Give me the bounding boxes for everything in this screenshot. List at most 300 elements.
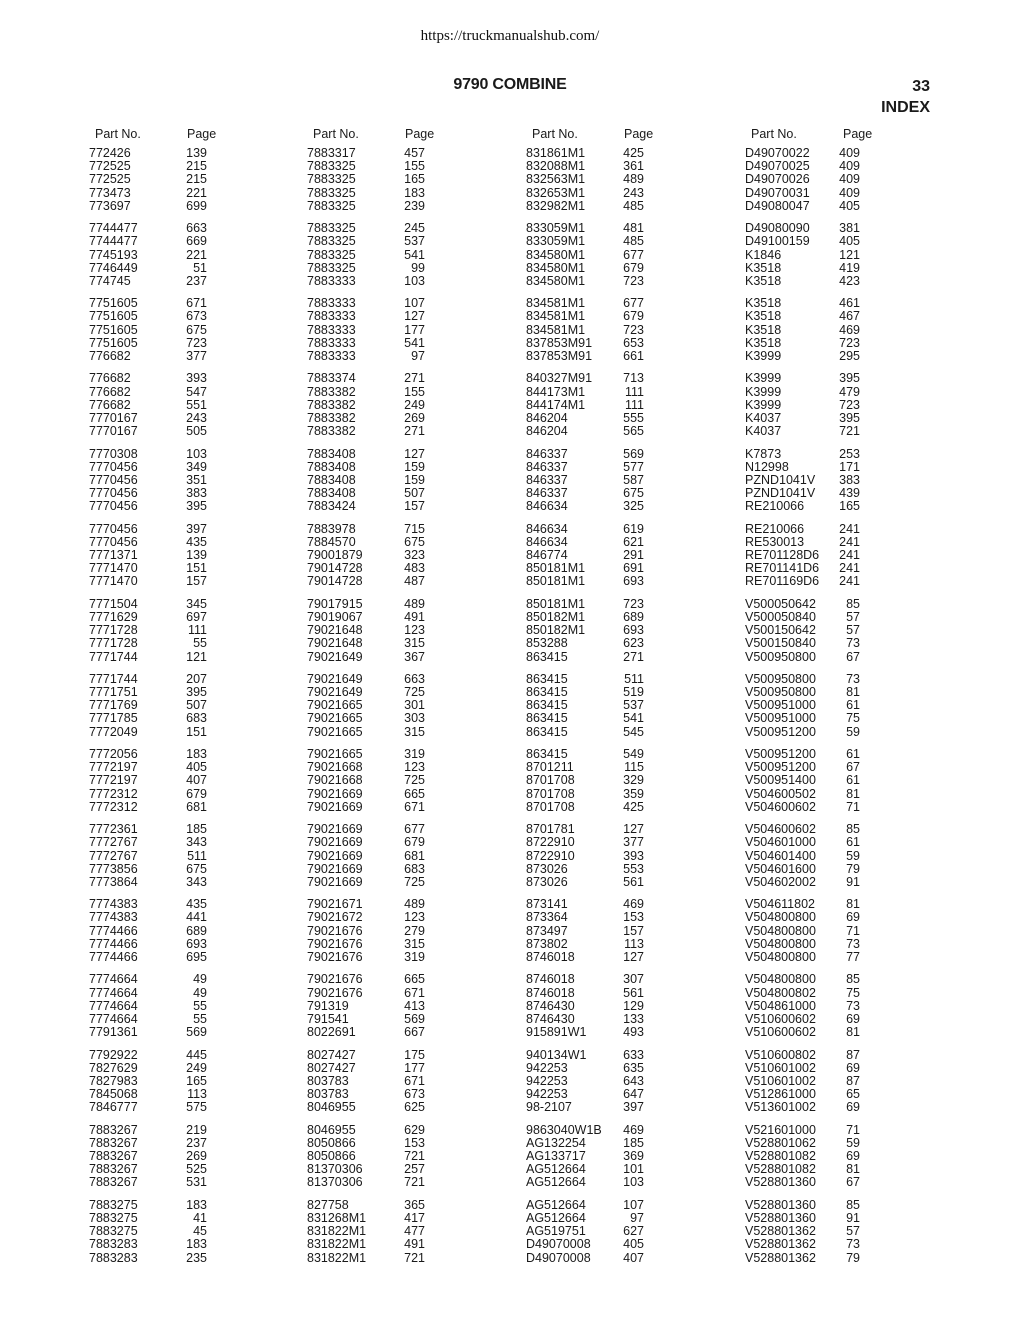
part-number: 79021676 <box>307 923 363 938</box>
page-reference: 165 <box>186 1073 207 1088</box>
page-reference: 139 <box>186 548 207 562</box>
entry-group <box>307 823 507 889</box>
part-no-header: Part No. <box>95 127 141 141</box>
page-reference: 723 <box>186 335 207 350</box>
page-reference: 269 <box>186 1149 207 1163</box>
part-number: 834581M1 <box>526 296 586 311</box>
part-number: 8746430 <box>526 998 575 1013</box>
page-reference: 61 <box>846 698 860 713</box>
index-row <box>745 324 945 337</box>
part-number: 803783 <box>307 1073 349 1088</box>
page-reference: 491 <box>404 1237 425 1252</box>
page-reference: 55 <box>193 636 207 651</box>
page-reference: 157 <box>623 923 644 938</box>
index-row <box>89 863 289 876</box>
page-reference: 619 <box>623 521 644 536</box>
part-number: N12998 <box>745 459 789 474</box>
page-reference: 395 <box>186 685 207 700</box>
index-row <box>307 987 507 1000</box>
index-row <box>89 1252 289 1265</box>
page-reference: 221 <box>186 247 207 262</box>
part-number: 772426 <box>89 146 131 160</box>
part-number: 873026 <box>526 874 568 889</box>
index-row <box>526 575 726 588</box>
part-number: 7771751 <box>89 685 138 700</box>
page-reference: 123 <box>404 623 425 638</box>
part-number: 7774383 <box>89 897 138 912</box>
index-row <box>526 836 726 849</box>
page-header: Page <box>624 127 654 141</box>
index-row <box>307 500 507 513</box>
part-number: D49080090 <box>745 221 810 236</box>
part-number: V504601600 <box>745 861 816 876</box>
part-number: PZND1041V <box>745 486 816 501</box>
part-number: 942253 <box>526 1087 568 1102</box>
page-reference: 59 <box>846 1135 860 1150</box>
part-number: D49070008 <box>526 1237 591 1252</box>
part-number: V500150642 <box>745 623 816 638</box>
part-number: 834581M1 <box>526 309 586 324</box>
part-number: V528801082 <box>745 1162 816 1177</box>
part-number: 8050866 <box>307 1135 356 1150</box>
page-reference: 511 <box>624 671 644 686</box>
page-reference: 691 <box>623 561 644 576</box>
part-number: 7774664 <box>89 972 138 987</box>
page-reference: 713 <box>623 371 644 386</box>
part-number: 8722910 <box>526 835 575 850</box>
page-reference: 159 <box>404 459 425 474</box>
page-reference: 55 <box>193 998 207 1013</box>
page-reference: 59 <box>846 848 860 863</box>
part-number: K3518 <box>745 296 782 311</box>
index-row <box>307 200 507 213</box>
part-number: 834580M1 <box>526 273 586 288</box>
index-row <box>89 372 289 385</box>
page-reference: 677 <box>623 247 644 262</box>
index-row <box>307 262 507 275</box>
index-row <box>307 788 507 801</box>
index-row <box>89 801 289 814</box>
part-number: D49100159 <box>745 234 810 249</box>
part-number: V504800802 <box>745 985 816 1000</box>
index-row <box>307 1252 507 1265</box>
page-reference: 369 <box>623 1149 644 1163</box>
part-number: 853288 <box>526 636 568 651</box>
entry-group <box>89 222 289 288</box>
page-reference: 67 <box>846 1175 860 1190</box>
part-number: 774745 <box>89 273 131 288</box>
page-reference: 73 <box>846 636 860 651</box>
entry-group <box>89 823 289 889</box>
entry-group <box>526 748 726 814</box>
part-number: V510601002 <box>745 1073 816 1088</box>
index-row <box>526 187 726 200</box>
page-reference: 425 <box>623 146 644 160</box>
index-row <box>307 1026 507 1039</box>
part-number: 7774664 <box>89 985 138 1000</box>
part-number: 7883424 <box>307 499 356 514</box>
source-url[interactable]: https://truckmanualshub.com/ <box>420 28 600 44</box>
index-row <box>526 987 726 1000</box>
index-row <box>89 1238 289 1251</box>
index-row <box>526 1176 726 1189</box>
index-row <box>745 1238 945 1251</box>
page-reference: 97 <box>630 1210 644 1225</box>
entry-group <box>89 898 289 964</box>
entry-group <box>745 823 945 889</box>
page-reference: 81 <box>846 1025 860 1040</box>
page-reference: 679 <box>404 835 425 850</box>
page-reference: 67 <box>846 649 860 664</box>
part-number: 8746018 <box>526 972 575 987</box>
part-number: 840327M91 <box>526 371 593 386</box>
page-reference: 315 <box>404 724 425 739</box>
index-row <box>745 235 945 248</box>
index-row <box>89 1199 289 1212</box>
page-reference: 587 <box>623 472 644 487</box>
part-number: AG132254 <box>526 1135 586 1150</box>
part-number: 7744477 <box>89 221 138 236</box>
entry-group <box>745 297 945 363</box>
index-row <box>745 726 945 739</box>
part-number: 7845068 <box>89 1087 138 1102</box>
page-reference: 249 <box>404 397 425 412</box>
index-row <box>745 187 945 200</box>
page-reference: 155 <box>404 384 425 399</box>
index-row <box>307 249 507 262</box>
part-number: V500950800 <box>745 685 816 700</box>
page-reference: 397 <box>186 521 207 536</box>
section-label: INDEX <box>881 99 930 116</box>
page-reference: 677 <box>623 296 644 311</box>
part-number: 7883408 <box>307 486 356 501</box>
index-row <box>89 187 289 200</box>
index-row <box>89 249 289 262</box>
part-number: 7770456 <box>89 499 138 514</box>
entry-group <box>526 598 726 664</box>
index-row <box>89 1124 289 1137</box>
index-row <box>89 1176 289 1189</box>
part-number: 7771728 <box>89 623 138 638</box>
part-number: 79017915 <box>307 596 363 611</box>
page-reference: 675 <box>186 322 207 337</box>
page-reference: 301 <box>404 698 425 713</box>
page-reference: 69 <box>846 1100 860 1115</box>
page-reference: 343 <box>186 835 207 850</box>
page-reference: 271 <box>623 649 644 664</box>
page-reference: 81 <box>846 897 860 912</box>
index-row <box>526 500 726 513</box>
page-reference: 565 <box>623 424 644 439</box>
part-number: 79014728 <box>307 574 363 589</box>
part-number: V500951200 <box>745 724 816 739</box>
part-number: 7746449 <box>89 260 138 275</box>
page-reference: 101 <box>623 1162 644 1177</box>
part-number: 827758 <box>307 1197 349 1212</box>
page-reference: 177 <box>404 1060 425 1075</box>
part-number: RE701128D6 <box>745 548 820 562</box>
page-reference: 537 <box>404 234 425 249</box>
page-reference: 221 <box>186 185 207 200</box>
page-reference: 175 <box>404 1047 425 1062</box>
entry-group <box>307 222 507 288</box>
part-number: K3518 <box>745 335 782 350</box>
part-number: 8701781 <box>526 822 575 837</box>
index-row <box>307 399 507 412</box>
page-reference: 79 <box>846 1250 860 1265</box>
part-number: 850181M1 <box>526 561 586 576</box>
index-row <box>745 1252 945 1265</box>
index-row <box>307 575 507 588</box>
index-row <box>745 1026 945 1039</box>
page-reference: 667 <box>404 1025 425 1040</box>
part-number: 7883267 <box>89 1135 138 1150</box>
index-row <box>89 911 289 924</box>
page-reference: 561 <box>623 985 644 1000</box>
page-reference: 393 <box>623 848 644 863</box>
part-number: 79021648 <box>307 636 363 651</box>
part-number: 833059M1 <box>526 221 586 236</box>
index-row <box>89 350 289 363</box>
entry-group <box>745 372 945 438</box>
part-number: 846204 <box>526 410 568 425</box>
part-number: 776682 <box>89 349 131 363</box>
page-reference: 237 <box>186 273 207 288</box>
page-reference: 693 <box>623 574 644 589</box>
part-number: 7770456 <box>89 459 138 474</box>
part-number: 7883978 <box>307 521 356 536</box>
index-row <box>745 310 945 323</box>
part-number: 791319 <box>307 998 349 1013</box>
index-row <box>89 987 289 1000</box>
part-number: 7771504 <box>89 596 138 611</box>
page-reference: 123 <box>404 760 425 775</box>
part-number: V510600802 <box>745 1047 816 1062</box>
part-number: 831822M1 <box>307 1250 367 1265</box>
entry-group <box>307 523 507 589</box>
part-number: V528801362 <box>745 1237 816 1252</box>
page-header: Page <box>843 127 873 141</box>
index-row <box>89 1049 289 1062</box>
page-reference: 395 <box>839 371 860 386</box>
index-row <box>526 262 726 275</box>
index-row <box>526 637 726 650</box>
part-number: 79021672 <box>307 910 363 925</box>
page-reference: 441 <box>186 910 207 925</box>
index-row <box>745 1000 945 1013</box>
page-reference: 721 <box>404 1175 425 1190</box>
page-reference: 721 <box>404 1250 425 1265</box>
index-row <box>526 275 726 288</box>
page-reference: 243 <box>186 410 207 425</box>
part-number: 873802 <box>526 936 568 951</box>
index-row <box>745 1049 945 1062</box>
index-row <box>307 726 507 739</box>
index-row <box>307 598 507 611</box>
part-number: 79021665 <box>307 698 363 713</box>
page-reference: 469 <box>839 322 860 337</box>
page-reference: 329 <box>623 773 644 788</box>
index-row <box>526 1124 726 1137</box>
index-row <box>307 863 507 876</box>
entry-group <box>307 673 507 739</box>
part-number: 7770456 <box>89 534 138 549</box>
index-row <box>89 523 289 536</box>
part-number: 79021665 <box>307 724 363 739</box>
part-number: 7774466 <box>89 936 138 951</box>
index-row <box>526 523 726 536</box>
index-row <box>307 1199 507 1212</box>
index-row <box>745 637 945 650</box>
part-number: V500150840 <box>745 636 816 651</box>
entry-group <box>307 1049 507 1115</box>
index-row <box>89 788 289 801</box>
page-reference: 439 <box>839 486 860 501</box>
page-reference: 315 <box>404 636 425 651</box>
page-reference: 569 <box>404 1011 425 1026</box>
index-entries <box>307 147 507 1265</box>
entry-group <box>526 898 726 964</box>
entry-group <box>89 448 289 514</box>
page-reference: 111 <box>187 623 207 638</box>
page-title: 9790 COMBINE <box>453 76 567 93</box>
entry-group <box>745 1049 945 1115</box>
entry-group <box>745 448 945 514</box>
index-row <box>89 200 289 213</box>
part-number: 7884570 <box>307 534 356 549</box>
page-reference: 97 <box>411 349 425 363</box>
part-number: 846337 <box>526 446 568 461</box>
part-number: 863415 <box>526 698 568 713</box>
part-number: 863415 <box>526 649 568 664</box>
page-reference: 155 <box>404 159 425 174</box>
page-reference: 479 <box>839 384 860 399</box>
page-reference: 541 <box>623 711 644 726</box>
page-reference: 725 <box>404 874 425 889</box>
index-row <box>307 850 507 863</box>
part-number: 98-2107 <box>526 1100 572 1115</box>
page-reference: 689 <box>623 609 644 624</box>
page-number-block <box>881 76 930 118</box>
page-reference: 279 <box>404 923 425 938</box>
column-header <box>526 127 726 147</box>
part-number: 846204 <box>526 424 568 439</box>
index-row <box>89 1000 289 1013</box>
part-number: 8746430 <box>526 1011 575 1026</box>
part-number: V504601400 <box>745 848 816 863</box>
page-reference: 323 <box>404 548 425 562</box>
page-reference: 419 <box>839 260 860 275</box>
part-number: 863415 <box>526 724 568 739</box>
page-reference: 325 <box>623 499 644 514</box>
part-number: 7883374 <box>307 371 356 386</box>
column-header <box>89 127 289 147</box>
page-reference: 243 <box>623 185 644 200</box>
page-reference: 723 <box>623 273 644 288</box>
part-number: AG133717 <box>526 1149 586 1163</box>
page-reference: 377 <box>186 349 207 363</box>
index-row <box>745 425 945 438</box>
page-reference: 67 <box>846 760 860 775</box>
part-number: 7827629 <box>89 1060 138 1075</box>
index-row <box>745 448 945 461</box>
part-number: 7883333 <box>307 273 356 288</box>
index-row <box>526 386 726 399</box>
index-row <box>526 951 726 964</box>
part-number: 7771728 <box>89 636 138 651</box>
part-number: 9863040W1B <box>526 1122 602 1137</box>
part-number: V528801062 <box>745 1135 816 1150</box>
index-row <box>745 973 945 986</box>
part-number: V500951400 <box>745 773 816 788</box>
page-reference: 675 <box>623 486 644 501</box>
page-reference: 79 <box>846 861 860 876</box>
part-number: V528801362 <box>745 1224 816 1239</box>
part-number: V504861000 <box>745 998 816 1013</box>
part-number: 8046955 <box>307 1100 356 1115</box>
part-number: 7883325 <box>307 221 356 236</box>
index-row <box>307 461 507 474</box>
part-number: 7827983 <box>89 1073 138 1088</box>
index-row <box>307 324 507 337</box>
index-row <box>526 651 726 664</box>
page-reference: 507 <box>404 486 425 501</box>
page-reference: 677 <box>404 822 425 837</box>
page-reference: 669 <box>186 234 207 249</box>
part-number: 79021669 <box>307 835 363 850</box>
index-row <box>307 386 507 399</box>
page-reference: 683 <box>186 711 207 726</box>
index-row <box>307 911 507 924</box>
part-number: 7751605 <box>89 296 138 311</box>
part-number: 915891W1 <box>526 1025 587 1040</box>
part-number: 831822M1 <box>307 1237 367 1252</box>
page-reference: 555 <box>623 410 644 425</box>
part-number: 7774466 <box>89 923 138 938</box>
part-number: AG512664 <box>526 1175 586 1190</box>
entry-group <box>89 523 289 589</box>
page-reference: 319 <box>404 747 425 761</box>
page-reference: 715 <box>404 521 425 536</box>
index-row <box>745 788 945 801</box>
page-reference: 361 <box>623 159 644 174</box>
index-row <box>307 1238 507 1251</box>
index-row <box>307 1000 507 1013</box>
entry-group <box>526 448 726 514</box>
index-row <box>745 575 945 588</box>
part-number: K3518 <box>745 260 782 275</box>
page-reference: 91 <box>846 1210 860 1225</box>
page-reference: 625 <box>404 1100 425 1115</box>
page-reference: 127 <box>623 950 644 964</box>
entry-group <box>526 523 726 589</box>
page-reference: 681 <box>404 848 425 863</box>
index-row <box>307 187 507 200</box>
page-reference: 485 <box>623 198 644 213</box>
page-reference: 689 <box>186 923 207 938</box>
entry-group <box>745 973 945 1039</box>
page-reference: 693 <box>623 623 644 638</box>
page-reference: 699 <box>186 198 207 213</box>
part-number: 7791361 <box>89 1025 138 1040</box>
part-number: K3999 <box>745 397 782 412</box>
entry-group <box>307 448 507 514</box>
entry-group <box>307 898 507 964</box>
part-number: 7772197 <box>89 760 138 775</box>
part-number: V500050642 <box>745 596 816 611</box>
part-number: 79021669 <box>307 874 363 889</box>
page-reference: 723 <box>839 397 860 412</box>
